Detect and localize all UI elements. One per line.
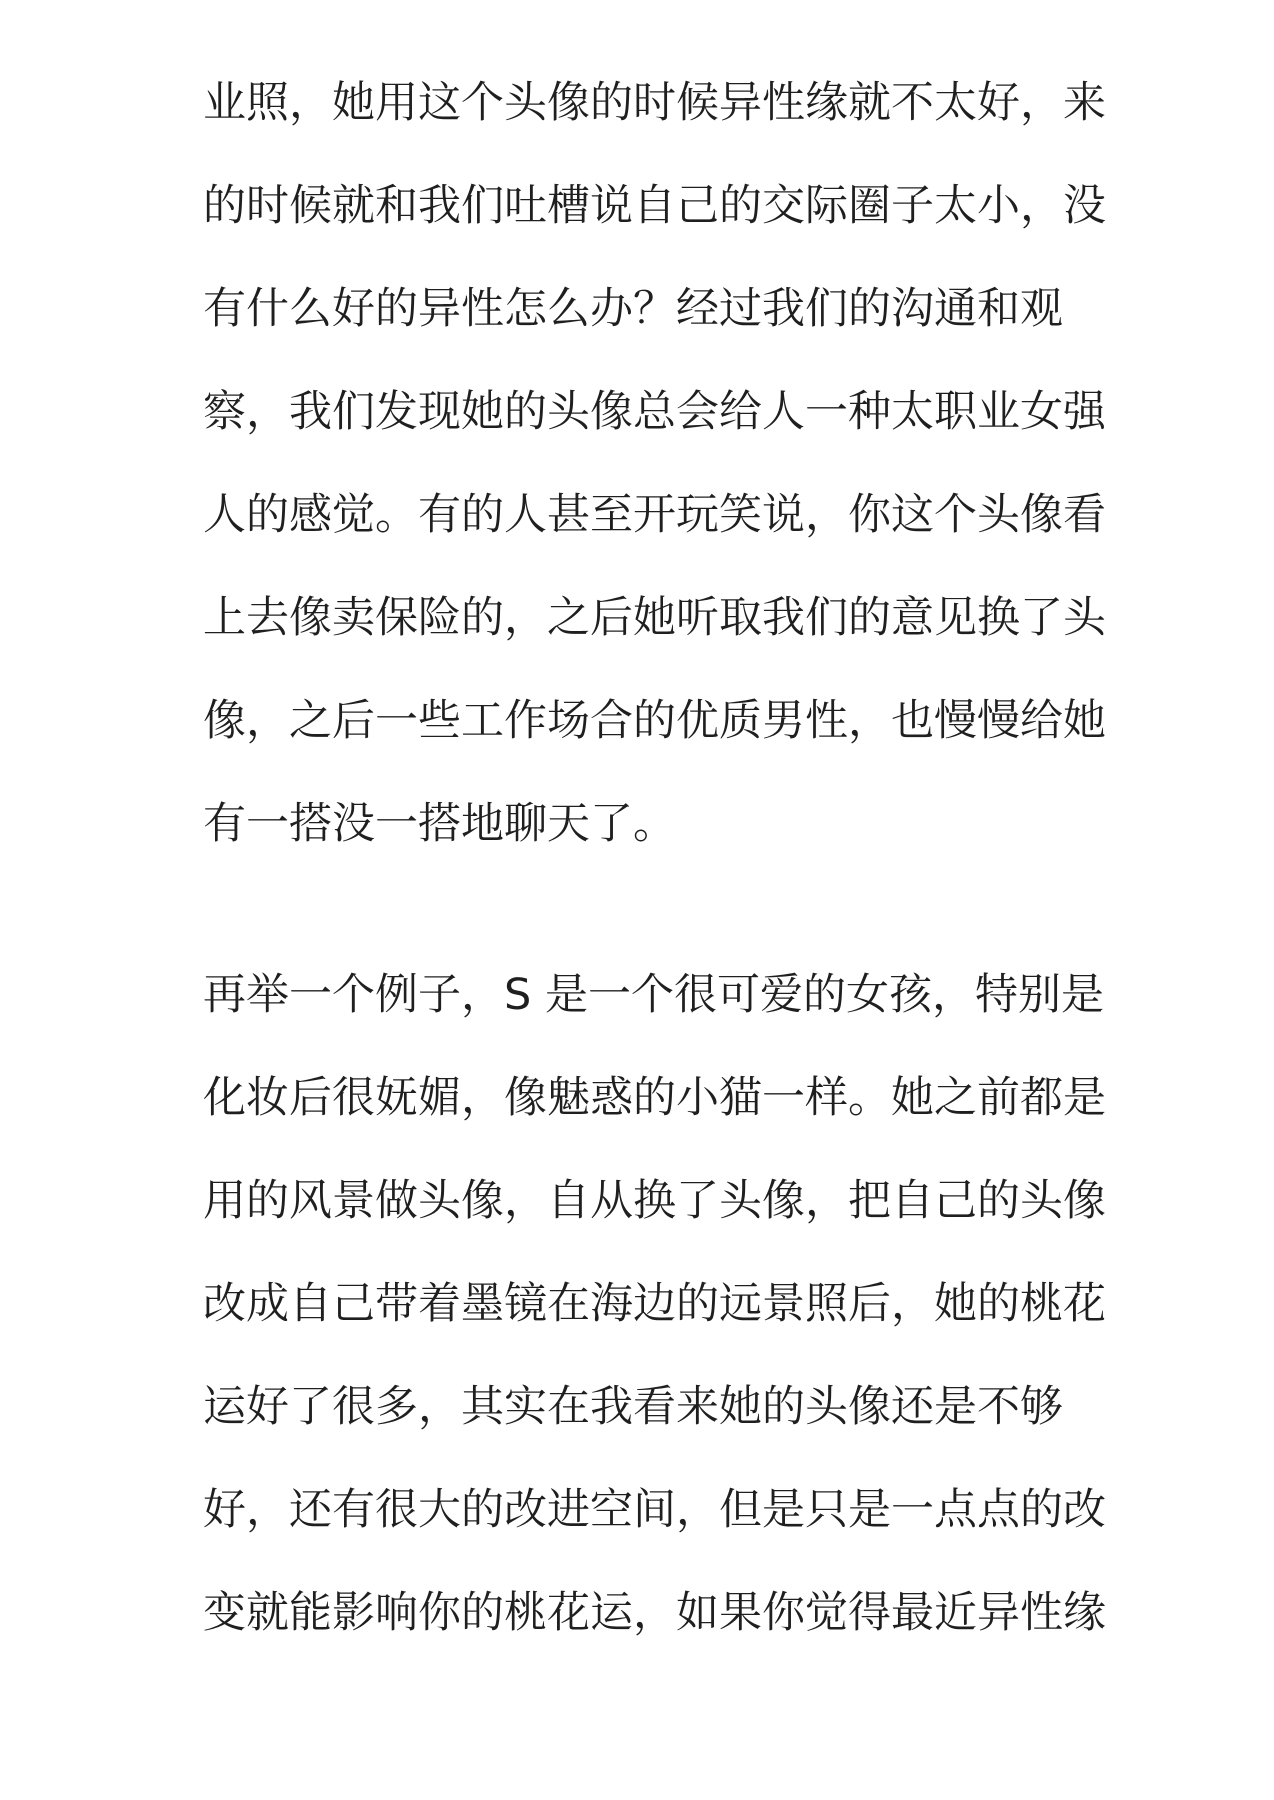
text-line: 运好了很多，其实在我看来她的头像还是不够 bbox=[203, 1382, 1063, 1432]
text-line: 改成自己带着墨镜在海边的远景照后，她的桃花 bbox=[203, 1279, 1106, 1329]
text-line: 再举一个例子，S 是一个很可爱的女孩，特别是 bbox=[203, 970, 1104, 1020]
text-line: 的时候就和我们吐槽说自己的交际圈子太小，没 bbox=[203, 181, 1106, 231]
text-line: 察，我们发现她的头像总会给人一种太职业女强 bbox=[203, 387, 1106, 437]
text-line: 变就能影响你的桃花运，如果你觉得最近异性缘 bbox=[203, 1588, 1106, 1638]
text-line: 有什么好的异性怎么办？经过我们的沟通和观 bbox=[203, 284, 1063, 334]
text-line: 好，还有很大的改进空间，但是只是一点点的改 bbox=[203, 1485, 1106, 1535]
text-line: 有一搭没一搭地聊天了。 bbox=[203, 799, 676, 849]
text-line: 像，之后一些工作场合的优质男性，也慢慢给她 bbox=[203, 696, 1106, 746]
text-line: 人的感觉。有的人甚至开玩笑说，你这个头像看 bbox=[203, 490, 1106, 540]
text-line: 化妆后很妩媚，像魅惑的小猫一样。她之前都是 bbox=[203, 1073, 1106, 1123]
text-line: 业照，她用这个头像的时候异性缘就不太好，来 bbox=[203, 78, 1106, 128]
text-line: 用的风景做头像，自从换了头像，把自己的头像 bbox=[203, 1176, 1106, 1226]
text-line: 上去像卖保险的，之后她听取我们的意见换了头 bbox=[203, 593, 1106, 643]
